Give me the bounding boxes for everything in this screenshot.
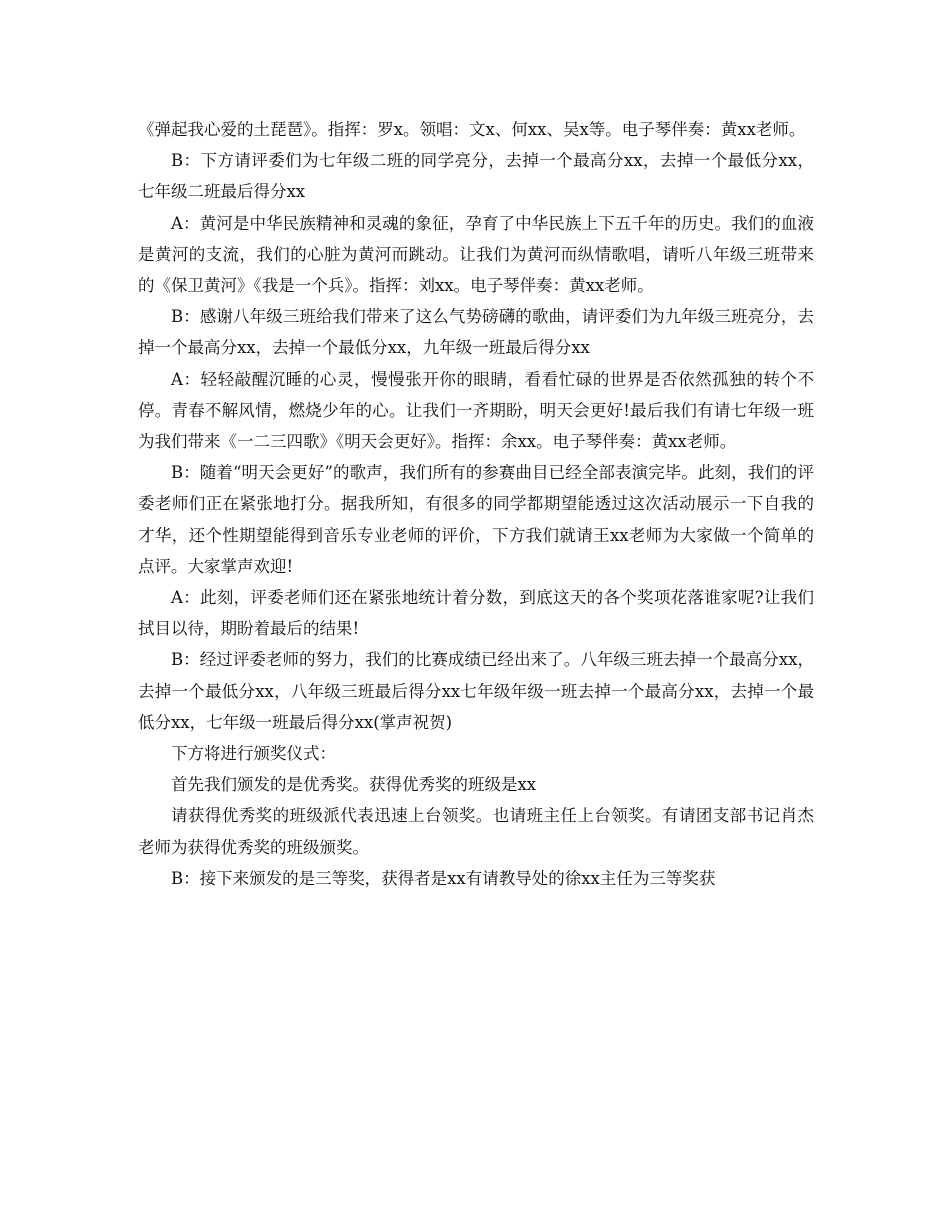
paragraph-b-results: B：经过评委老师的努力，我们的比赛成绩已经出来了。八年级三班去掉一个最高分xx，去掉一个最低分xx，八年级三班最后得分xx七年级年级一班去掉一个最高分xx，去掉一个最低分xx，七年级一班最后得分xx(掌声祝贺) bbox=[138, 650, 814, 732]
paragraph-award-ceremony: 下方将进行颁奖仪式： bbox=[171, 744, 336, 764]
paragraph-excellence-award: 首先我们颁发的是优秀奖。获得优秀奖的班级是xx bbox=[171, 775, 537, 795]
paragraph-b-score-grade7-class2: B：下方请评委们为七年级二班的同学亮分，去掉一个最高分xx，去掉一个最低分xx，七年级二班最后得分xx bbox=[138, 151, 814, 202]
paragraph-continued: 《弹起我心爱的土琵琶》。指挥：罗x。领唱：文x、何xx、吴x等。电子琴伴奏：黄xx老师。 bbox=[138, 120, 806, 139]
paragraph-b-third-prize: B：接下来颁发的是三等奖，获得者是xx有请教导处的徐xx主任为三等奖获 bbox=[171, 868, 716, 888]
document-body bbox=[138, 114, 814, 894]
paragraph-a-waiting-results: A：此刻，评委老师们还在紧张地统计着分数，到底这天的各个奖项花落谁家呢?让我们拭目以待，期盼着最后的结果! bbox=[138, 588, 814, 639]
paragraph-b-score-grade9-class3: B：感谢八年级三班给我们带来了这么气势磅礴的歌曲，请评委们为九年级三班亮分，去掉一个最高分xx，去掉一个最低分xx，九年级一班最后得分xx bbox=[138, 307, 814, 358]
paragraph-excellence-award-presenter: 请获得优秀奖的班级派代表迅速上台领奖。也请班主任上台领奖。有请团支部书记肖杰老师为获得优秀奖的班级颁奖。 bbox=[138, 806, 814, 857]
paragraph-a-tomorrow-better: A：轻轻敲醒沉睡的心灵，慢慢张开你的眼睛，看看忙碌的世界是否依然孤独的转个不停。青春不解风情，燃烧少年的心。让我们一齐期盼，明天会更好!最后我们有请七年级一班为我们带来《一二三四歌》《明天会更好》。指挥：余xx。电子琴伴奏：黄xx老师。 bbox=[138, 369, 814, 452]
paragraph-a-yellow-river: A：黄河是中华民族精神和灵魂的象征，孕育了中华民族上下五千年的历史。我们的血液是黄河的支流，我们的心脏为黄河而跳动。让我们为黄河而纵情歌唱，请听八年级三班带来的《保卫黄河》《我是一个兵》。指挥：刘xx。电子琴伴奏：黄xx老师。 bbox=[138, 213, 814, 296]
paragraph-b-performances-complete: B：随着“明天会更好”的歌声，我们所有的参赛曲目已经全部表演完毕。此刻，我们的评委老师们正在紧张地打分。据我所知，有很多的同学都期望能透过这次活动展示一下自我的才华，还个性期望能得到音乐专业老师的评价，下方我们就请王xx老师为大家做一个简单的点评。大家掌声欢迎! bbox=[138, 463, 814, 576]
